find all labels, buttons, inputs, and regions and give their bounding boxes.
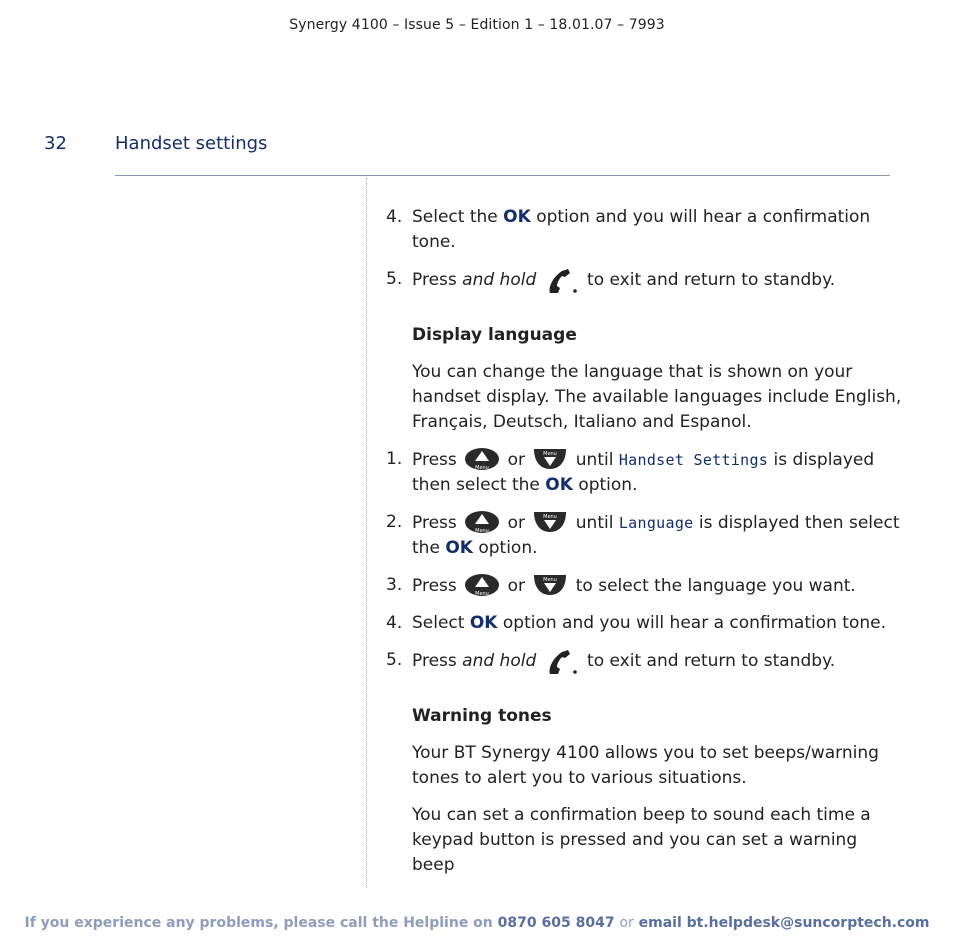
header-rule [115, 175, 890, 176]
ok-label: OK [545, 475, 573, 495]
step-number: 4. [386, 613, 403, 633]
menu-up-key-icon [464, 510, 500, 534]
paragraph: You can change the language that is shown on your handset display. The available languages include English, Français, Deutsch, Italiano and Espanol. [412, 362, 902, 432]
svg-text:Menu: Menu [543, 514, 558, 520]
helpline-footer: If you experience any problems, please call the Helpline on 0870 605 8047 or email bt.helpdesk@suncorptech.com [24, 915, 930, 931]
step-number: 4. [386, 207, 403, 227]
list-item: 5. Press and hold to exit and return to standby. [384, 648, 904, 674]
step-number: 1. [386, 449, 403, 469]
svg-text:Menu: Menu [543, 577, 558, 583]
menu-down-key-icon [532, 573, 568, 597]
list-item: 4. Select the OK option and you will hear a confirmation tone. [386, 207, 871, 252]
svg-text:Menu: Menu [475, 528, 490, 534]
menu-down-key-icon [532, 447, 568, 471]
heading-display-language: Display language [412, 325, 577, 345]
list-item: 1. Press Menu or Menu until Handset Settings is displayed then select the OK option. [386, 449, 875, 495]
helpline-phone: 0870 605 8047 [497, 915, 615, 931]
list-item: 4. Select OK option and you will hear a confirmation tone. [384, 611, 904, 636]
lcd-text: Language [618, 514, 694, 532]
svg-text:Menu: Menu [543, 451, 558, 457]
column-divider [366, 178, 367, 888]
paragraph: Your BT Synergy 4100 allows you to set beeps/warning tones to alert you to various situations. [412, 743, 879, 788]
main-content [384, 205, 904, 890]
end-call-key-icon [544, 648, 580, 672]
end-call-key-icon [544, 267, 580, 291]
page-number: 32 [44, 133, 67, 154]
menu-up-key-icon [464, 447, 500, 471]
list-item: 3. Press Menu or Menu to select the language you want. [386, 575, 856, 597]
ok-label: OK [469, 613, 498, 633]
svg-text:Menu: Menu [475, 465, 490, 471]
helpdesk-email: email bt.helpdesk@suncorptech.com [638, 915, 930, 931]
list-item: 2. Press Menu or Menu until Language is displayed then select the OK option. [386, 512, 900, 558]
step-number: 5. [386, 650, 403, 670]
lcd-text: Handset Settings [618, 451, 769, 469]
step-number: 5. [386, 269, 403, 289]
section-title: Handset settings [115, 133, 268, 154]
list-item: 5. Press and hold to exit and return to standby. [384, 267, 904, 293]
menu-down-key-icon [532, 510, 568, 534]
paragraph: You can set a confirmation beep to sound each time a keypad button is pressed and you can set a warning beep [412, 805, 871, 875]
step-number: 2. [386, 512, 403, 532]
ok-label: OK [445, 538, 473, 558]
step-number: 3. [386, 575, 403, 595]
menu-up-key-icon [464, 573, 500, 597]
heading-warning-tones: Warning tones [412, 706, 552, 726]
svg-text:Menu: Menu [475, 591, 490, 597]
ok-label: OK [503, 207, 531, 227]
edition-header: Synergy 4100 – Issue 5 – Edition 1 – 18.01.07 – 7993 [289, 17, 665, 33]
